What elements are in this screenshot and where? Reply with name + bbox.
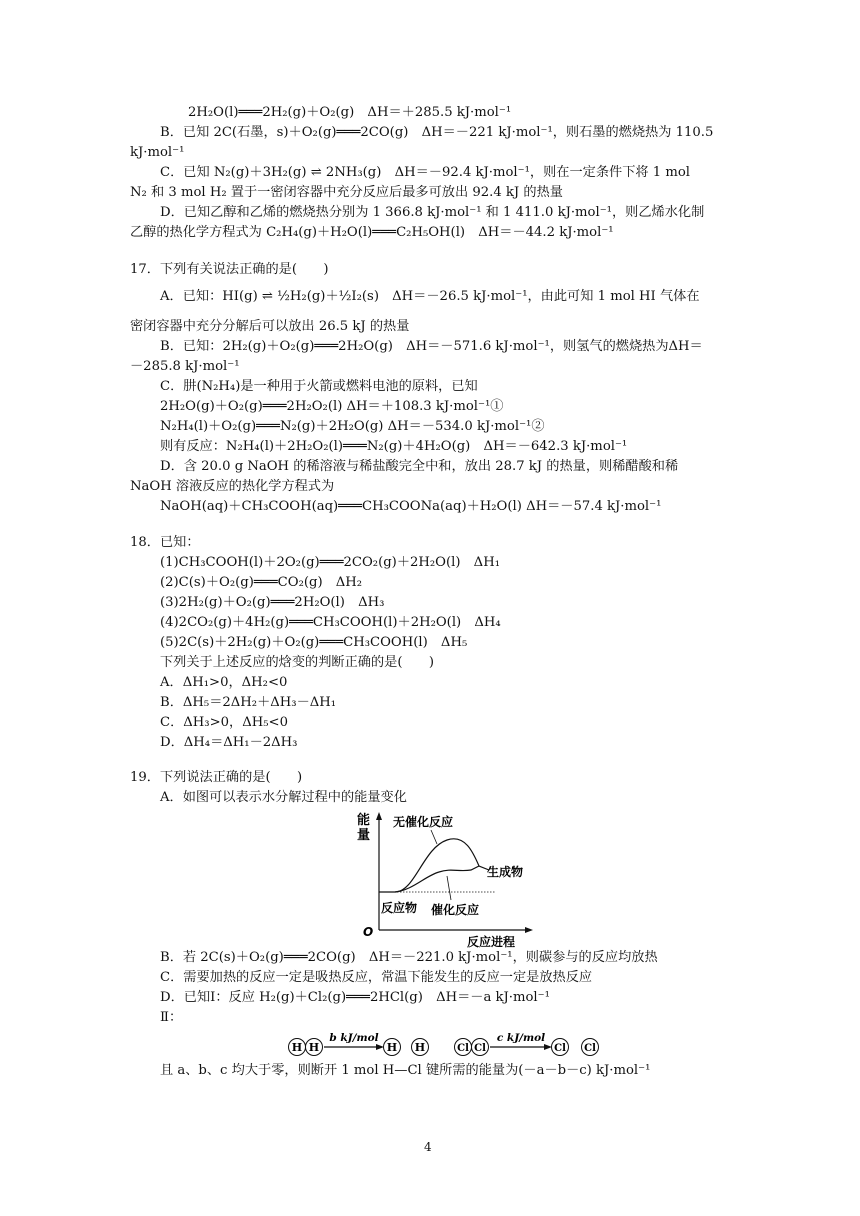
cl-atom-label: Cl: [584, 1043, 596, 1054]
q16-option-d: D．已知乙醇和乙烯的燃烧热分别为 1 366.8 kJ·mol⁻¹ 和 1 411.0 kJ·mol⁻¹，则乙烯水化制: [160, 205, 705, 220]
q19-option-a: A．如图可以表示水分解过程中的能量变化: [160, 790, 407, 805]
q18-question: 下列关于上述反应的焓变的判断正确的是( ): [160, 655, 435, 670]
q19-option-d-part-ii: Ⅱ：: [160, 1010, 183, 1025]
cl-atom-label: Cl: [474, 1043, 486, 1054]
page-number: 4: [424, 1140, 432, 1154]
catalyzed-pointer: [447, 876, 451, 900]
q17-equation-2: N₂H₄(l)＋O₂(g)═══N₂(g)＋2H₂O(g) ΔH＝－534.0 kJ·mol⁻¹②: [160, 419, 545, 434]
h-energy-label: b kJ/mol: [329, 1032, 379, 1044]
q16-option-c: C．已知 N₂(g)＋3H₂(g) ⇌ 2NH₃(g) ΔH＝－92.4 kJ·mol⁻¹，则在一定条件下将 1 mol: [160, 165, 691, 180]
h-atom-label: H: [291, 1041, 303, 1054]
y-axis-arrow: [376, 812, 382, 820]
q17-stem: 17．下列有关说法正确的是( ): [130, 262, 329, 277]
q17-equation-3: 则有反应：N₂H₄(l)＋2H₂O₂(l)═══N₂(g)＋4H₂O(g) ΔH＝－642.3 kJ·mol⁻¹: [160, 439, 628, 454]
q17-option-b: B．已知：2H₂(g)＋O₂(g)═══2H₂O(g) ΔH＝－571.6 kJ·mol⁻¹，则氢气的燃烧热为ΔH＝: [160, 339, 703, 354]
q19-option-d-conclusion: 且 a、b、c 均大于零，则断开 1 mol H—Cl 键所需的能量为(－a－b－c) kJ·mol⁻¹: [160, 1063, 651, 1078]
catalyzed-label: 催化反应: [431, 903, 480, 917]
y-axis-label-2: 量: [357, 828, 371, 843]
q16-option-c-cont: N₂ 和 3 mol H₂ 置于一密闭容器中充分反应后最多可放出 92.4 kJ 的热量: [130, 185, 563, 200]
q19-stem: 19．下列说法正确的是( ): [130, 770, 303, 785]
q17-equation-1: 2H₂O(g)＋O₂(g)═══2H₂O₂(l) ΔH＝＋108.3 kJ·mol⁻¹①: [160, 399, 504, 414]
product-label: 生成物: [487, 865, 524, 879]
q17-option-a-cont: 密闭容器中充分分解后可以放出 26.5 kJ 的热量: [130, 319, 410, 334]
uncatalyzed-pointer: [431, 830, 437, 844]
cl-energy-label: c kJ/mol: [496, 1032, 546, 1044]
cl-atom-label: Cl: [554, 1043, 566, 1054]
q18-option-b: B．ΔH₅＝2ΔH₂＋ΔH₃－ΔH₁: [160, 695, 337, 710]
q17-option-d-cont: NaOH 溶液反应的热化学方程式为: [130, 479, 335, 494]
cl-bond-arrowhead: [544, 1044, 552, 1050]
q19-option-d: D．已知Ⅰ：反应 H₂(g)＋Cl₂(g)═══2HCl(g) ΔH＝－a kJ·mol⁻¹: [160, 990, 550, 1005]
q16-option-b: B．已知 2C(石墨，s)＋O₂(g)═══2CO(g) ΔH＝－221 kJ·mol⁻¹，则石墨的燃烧热为 110.5: [160, 125, 714, 140]
q18-reaction-1: (1)CH₃COOH(l)＋2O₂(g)═══2CO₂(g)＋2H₂O(l) ΔH₁: [160, 555, 500, 570]
q17-option-d-equation: NaOH(aq)＋CH₃COOH(aq)═══CH₃COONa(aq)＋H₂O(l) ΔH＝－57.4 kJ·mol⁻¹: [160, 499, 662, 514]
q18-reaction-2: (2)C(s)＋O₂(g)═══CO₂(g) ΔH₂: [160, 575, 363, 590]
h-atom-label: H: [414, 1041, 426, 1054]
q18-option-d: D．ΔH₄＝ΔH₁－2ΔH₃: [160, 735, 298, 750]
h-bond-arrowhead: [376, 1044, 384, 1050]
x-axis-arrow: [525, 927, 533, 933]
catalyzed-curve: [395, 866, 479, 892]
h-atom-label: H: [308, 1041, 320, 1054]
uncatalyzed-label: 无催化反应: [393, 815, 454, 829]
h-atom-label: H: [386, 1041, 398, 1054]
q18-stem: 18．已知：: [130, 535, 200, 550]
q16-option-a-equation: 2H₂O(l)═══2H₂(g)＋O₂(g) ΔH＝＋285.5 kJ·mol⁻¹: [188, 105, 512, 120]
q17-option-d: D．含 20.0 g NaOH 的稀溶液与稀盐酸完全中和，放出 28.7 kJ 的热量，则稀醋酸和稀: [160, 459, 679, 474]
q17-option-a: A．已知：HI(g) ⇌ ½H₂(g)＋½I₂(s) ΔH＝－26.5 kJ·mol⁻¹，由此可知 1 mol HI 气体在: [160, 289, 700, 304]
origin-label: O: [363, 925, 374, 939]
q18-reaction-5: (5)2C(s)＋2H₂(g)＋O₂(g)═══CH₃COOH(l) ΔH₅: [160, 635, 468, 650]
q16-option-b-cont: kJ·mol⁻¹: [130, 145, 185, 160]
q19-option-c: C．需要加热的反应一定是吸热反应，常温下能发生的反应一定是放热反应: [160, 970, 593, 985]
q17-option-c: C．肼(N₂H₄)是一种用于火箭或燃料电池的原料，已知: [160, 379, 478, 394]
reactant-label: 反应物: [381, 901, 418, 915]
y-axis-label-1: 能: [357, 813, 371, 828]
q17-option-b-cont: －285.8 kJ·mol⁻¹: [130, 359, 240, 374]
cl-atom-label: Cl: [457, 1043, 469, 1054]
energy-diagram: [355, 808, 535, 948]
q18-option-a: A．ΔH₁>0，ΔH₂<0: [160, 675, 288, 690]
q16-option-d-cont: 乙醇的热化学方程式为 C₂H₄(g)＋H₂O(l)═══C₂H₅OH(l) ΔH＝－44.2 kJ·mol⁻¹: [130, 225, 614, 240]
q18-option-c: C．ΔH₃>0，ΔH₅<0: [160, 715, 288, 730]
q19-option-b: B．若 2C(s)＋O₂(g)═══2CO(g) ΔH＝－221.0 kJ·mol⁻¹，则碳参与的反应均放热: [160, 950, 658, 965]
x-axis-label: 反应进程: [467, 935, 516, 948]
q18-reaction-4: (4)2CO₂(g)＋4H₂(g)═══CH₃COOH(l)＋2H₂O(l) ΔH₄: [160, 615, 501, 630]
q18-reaction-3: (3)2H₂(g)＋O₂(g)═══2H₂O(l) ΔH₃: [160, 595, 385, 610]
bond-diagram: [286, 1030, 606, 1060]
uncatalyzed-curve: [379, 839, 489, 892]
